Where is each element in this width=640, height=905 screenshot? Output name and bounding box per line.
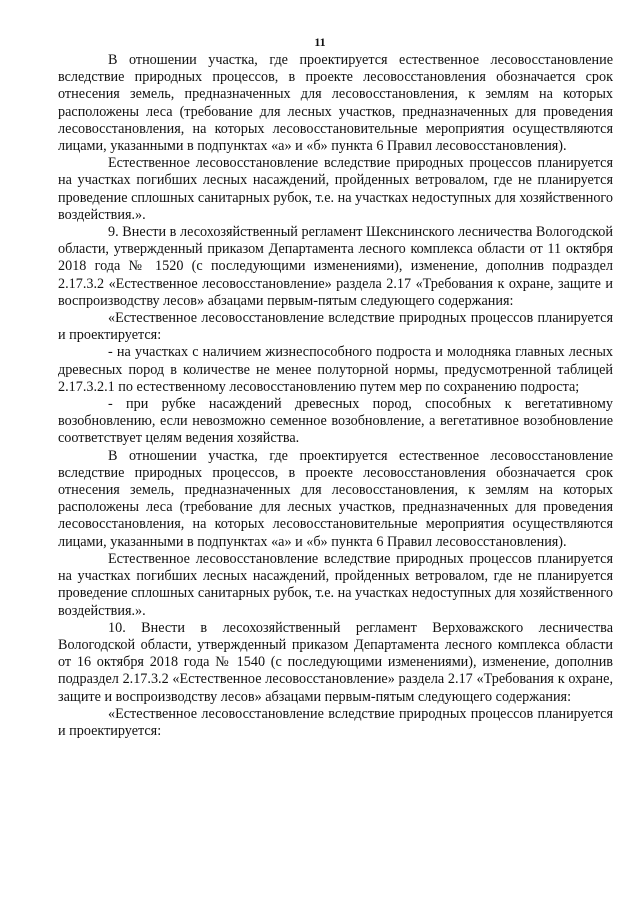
page-number: 11 bbox=[314, 35, 326, 49]
paragraph: 10. Внести в лесохозяйственный регламент Верховажского лесничества Вологодской области, утвержденный приказом Департамента лесного комплекса области от 16 октября 2018 года № 1540 (с последующими изменениями), изменение, дополнив подраздел 2.17.3.2 «Естественное лесовосстановление» раздела 2.17 «Требования к охране, защите и воспроизводству лесов» абзацами первым-пятым следующего содержания: bbox=[58, 619, 613, 705]
paragraph: 9. Внести в лесохозяйственный регламент Шекснинского лесничества Вологодской области, утвержденный приказом Департамента лесного комплекса области от 11 октября 2018 года № 1520 (с последующими изменениями), изменение, дополнив подраздел 2.17.3.2 «Естественное лесовосстановление» раздела 2.17 «Требования к охране, защите и воспроизводству лесов» абзацами первым-пятым следующего содержания: bbox=[58, 224, 613, 309]
paragraph: «Естественное лесовосстановление вследствие природных процессов планируется и проектируется: bbox=[58, 310, 613, 344]
paragraph: Естественное лесовосстановление вследствие природных процессов планируется на участках погибших лесных насаждений, пройденных ветровалом, где не планируется проведение сплошных санитарных рубок, т.е. на участках недоступных для хозяйственного воздействия.». bbox=[58, 550, 613, 619]
paragraph: Естественное лесовосстановление вследствие природных процессов планируется на участках погибших лесных насаждений, пройденных ветровалом, где не планируется проведение сплошных санитарных рубок, т.е. на участках недоступных для хозяйственного воздействия.». bbox=[58, 155, 613, 223]
paragraph: В отношении участка, где проектируется естественное лесовосстановление вследствие природных процессов, в проекте лесовосстановления обозначается срок отнесения земель, предназначенных для лесовосстановления, к землям на которых расположены леса (требование для лесных участков, предназначенных для проведения лесовосстановления, на которых лесовосстановительные мероприятия осуществляются лицами, указанными в подпунктах «а» и «б» пункта 6 Правил лесовосстановления). bbox=[58, 447, 613, 550]
paragraph: «Естественное лесовосстановление вследствие природных процессов планируется и проектируется: bbox=[58, 705, 613, 739]
paragraph: В отношении участка, где проектируется естественное лесовосстановление вследствие природных процессов, в проекте лесовосстановления обозначается срок отнесения земель, предназначенных для лесовосстановления, к землям на которых расположены леса (требование для лесных участков, предназначенных для проведения лесовосстановления, на которых лесовосстановительные мероприятия осуществляются лицами, указанными в подпунктах «а» и «б» пункта 6 Правил лесовосстановления). bbox=[58, 52, 613, 155]
paragraph: - на участках с наличием жизнеспособного подроста и молодняка главных лесных древесных пород в количестве не менее полуторной нормы, предусмотренной таблицей 2.17.3.2.1 по естественному лесовосстановлению путем мер по сохранению подроста; bbox=[58, 344, 613, 395]
document-body bbox=[58, 52, 613, 740]
paragraph: - при рубке насаждений древесных пород, способных к вегетативному возобновлению, если невозможно семенное возобновление, а вегетативное возобновление соответствует целям ведения хозяйства. bbox=[58, 396, 613, 447]
